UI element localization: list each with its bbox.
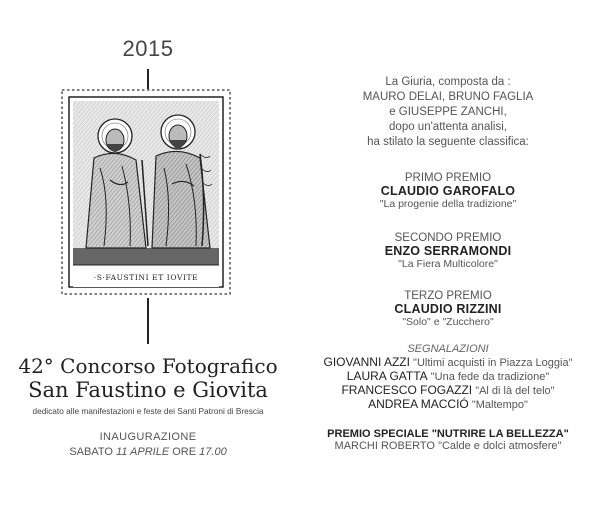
jury-statement [296, 75, 600, 150]
stamp-inscription: ·S·FAUSTINI ET IOVITE [93, 273, 199, 282]
mention-name: LAURA GATTA [346, 369, 428, 383]
jury-line: MAURO DELAI, BRUNO FAGLIA [362, 91, 534, 103]
first-prize-label: PRIMO PREMIO [404, 172, 492, 184]
mentions-section [296, 343, 600, 411]
first-prize-winner: CLAUDIO GAROFALO [380, 184, 516, 198]
mention-item [296, 397, 600, 411]
mention-work: "Una fede da tradizione" [430, 371, 550, 383]
mention-item [296, 383, 600, 397]
second-prize [296, 232, 600, 270]
dedication-subtitle: dedicato alle manifestazioni e feste dei Santi Patroni di Brescia [32, 406, 264, 416]
contest-title-line1: 42° Concorso Fotografico [18, 354, 278, 378]
mention-work: "Al di là del telo" [475, 385, 555, 397]
jury-line: ha stilato la seguente classifica: [367, 136, 529, 148]
first-prize-work: "La progenie della tradizione" [379, 198, 517, 210]
mention-item [296, 369, 600, 383]
saints-stamp-illustration [60, 88, 232, 296]
inauguration-day: SABATO [69, 446, 113, 458]
vertical-divider-bottom [147, 298, 149, 344]
second-prize-label: SECONDO PREMIO [394, 232, 502, 244]
third-prize-winner: CLAUDIO RIZZINI [394, 302, 502, 316]
second-prize-work: "La Fiera Multicolore" [398, 258, 498, 270]
year-heading: 2015 [122, 36, 174, 61]
inauguration-label: INAUGURAZIONE [99, 431, 197, 443]
mention-work: "Ultimi acquisti in Piazza Loggia" [413, 357, 573, 369]
third-prize-label: TERZO PREMIO [404, 290, 492, 302]
jury-line: dopo un'attenta analisi, [389, 121, 507, 133]
inauguration-date: 11 APRILE [115, 446, 170, 458]
jury-line: e GIUSEPPE ZANCHI, [389, 106, 507, 118]
inauguration-ore-label: ORE [172, 446, 197, 458]
mention-work: "Maltempo" [471, 399, 528, 411]
first-prize [296, 172, 600, 210]
special-prize-work: "Calde e dolci atmosfere" [438, 440, 562, 452]
mentions-label: SEGNALAZIONI [407, 343, 489, 355]
second-prize-winner: ENZO SERRAMONDI [384, 244, 512, 258]
special-prize [296, 428, 600, 452]
inauguration-datetime [0, 446, 296, 458]
mention-name: ANDREA MACCIÓ [368, 397, 469, 411]
special-prize-winner: MARCHI ROBERTO [334, 440, 435, 452]
contest-title-line2: San Faustino e Giovita [28, 378, 268, 402]
third-prize-work: "Solo" e "Zucchero" [402, 316, 494, 328]
jury-line: La Giuria, composta da : [385, 76, 511, 88]
special-prize-label: PREMIO SPECIALE "NUTRIRE LA BELLEZZA" [327, 428, 569, 440]
mention-name: FRANCESCO FOGAZZI [341, 383, 473, 397]
mention-item [296, 355, 600, 369]
mention-name: GIOVANNI AZZI [323, 355, 410, 369]
special-prize-entry [296, 440, 600, 452]
inauguration-time: 17.00 [199, 446, 227, 458]
vertical-divider-top [147, 69, 149, 89]
third-prize [296, 290, 600, 328]
